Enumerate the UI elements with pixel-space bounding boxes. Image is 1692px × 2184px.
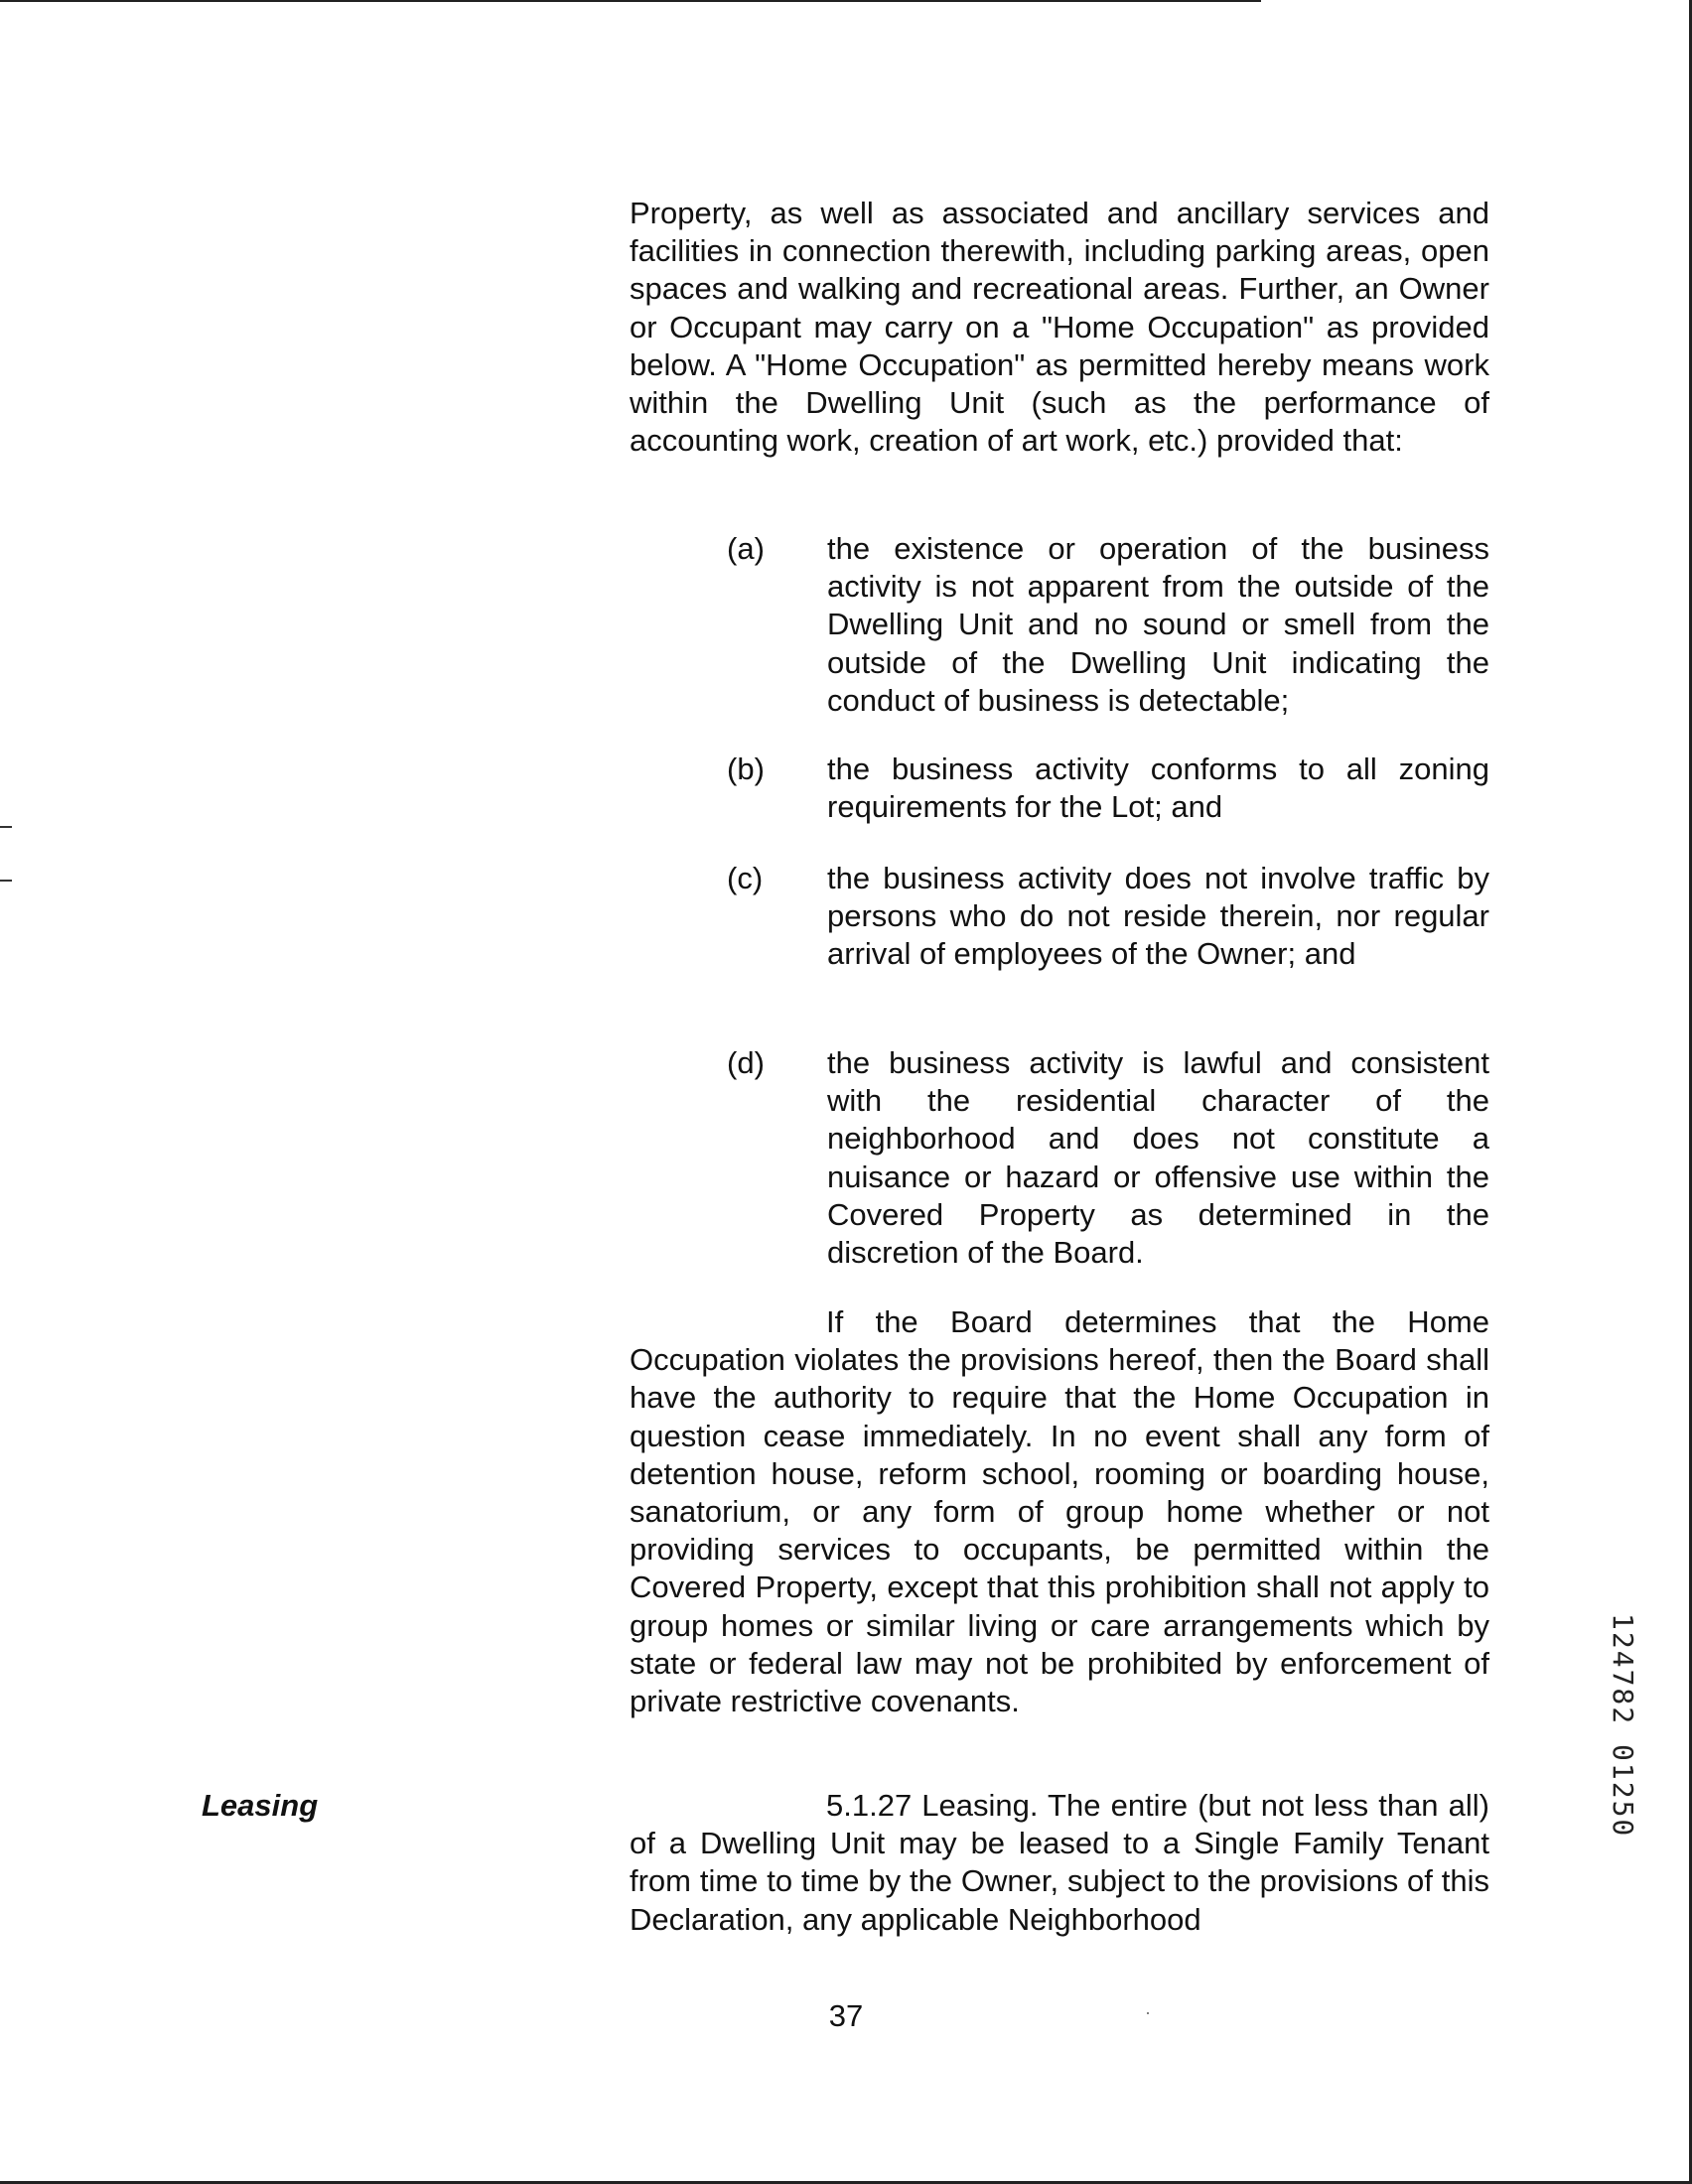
leasing-paragraph: 5.1.27 Leasing. The entire (but not less than all) of a Dwelling Unit may be leased to a Single Family Tenant from time to time by the Owner, subject to the provisions of this Declaration, any applicable Neighborhood <box>630 1788 1489 1937</box>
scan-edge-mark <box>0 880 12 882</box>
scan-border-top <box>0 0 1261 2</box>
condition-text: the business activity does not involve traffic by persons who do not reside therein, nor regular arrival of employees of the Owner; and <box>827 861 1489 972</box>
scan-speck <box>1147 2012 1149 2014</box>
condition-text: the business activity is lawful and consistent with the residential character of the neighborhood and does not constitute a nuisance or hazard or offensive use within the Covered Property as determined in the discretion of the Board. <box>827 1045 1489 1271</box>
condition-text: the business activity conforms to all zoning requirements for the Lot; and <box>827 751 1489 825</box>
condition-marker: (b) <box>727 751 765 786</box>
page-number: 37 <box>828 1998 864 2033</box>
condition-marker: (c) <box>727 861 764 895</box>
leasing-margin-heading: Leasing <box>202 1788 319 1823</box>
closing-paragraph: If the Board determines that the Home Occupation violates the provisions hereof, then the Board shall have the authority to require that the Home Occupation in question cease immediately. In no event shall any form of detention house, reform school, rooming or boarding house, sanatorium, or any form of group home whether or not providing services to occupants, be permitted within the Covered Property, except that this prohibition shall not apply to group homes or similar living or care arrangements which by state or federal law may not be prohibited by enforcement of private restrictive covenants. <box>630 1304 1489 1719</box>
recording-stamp: 124782 01250 <box>1607 1613 1639 1839</box>
condition-marker: (a) <box>727 531 765 566</box>
condition-text: the existence or operation of the business activity is not apparent from the outside of the Dwelling Unit and no sound or smell from the outside of the Dwelling Unit indicating the conduct of business is detectable; <box>827 531 1489 718</box>
intro-paragraph: Property, as well as associated and ancillary services and facilities in connection therewith, including parking areas, open spaces and walking and recreational areas. Further, an Owner or Occupant may carry on a "Home Occupation" as provided below. A "Home Occupation" as permitted hereby means work within the Dwelling Unit (such as the performance of accounting work, creation of art work, etc.) provided that: <box>630 196 1489 459</box>
scan-edge-mark <box>0 826 12 828</box>
condition-marker: (d) <box>727 1045 765 1080</box>
